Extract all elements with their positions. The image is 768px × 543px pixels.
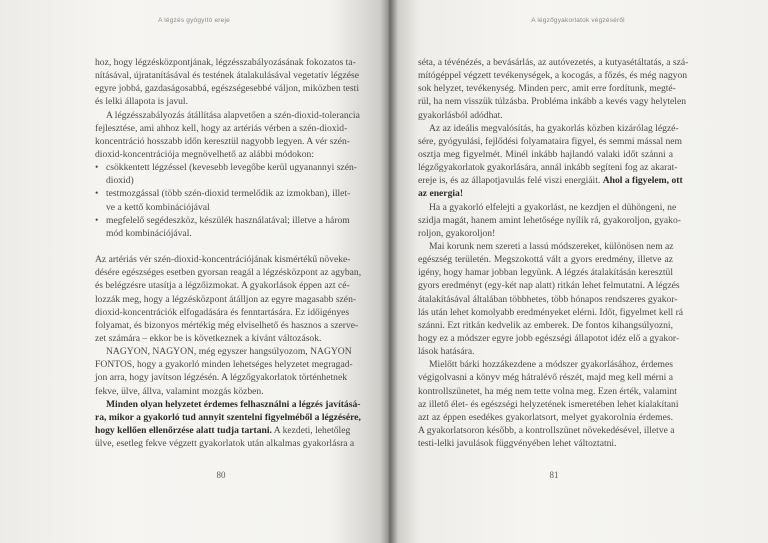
text-line: osztja meg figyelmét. Minél inkább hajlandó valaki időt szánni a xyxy=(418,148,673,160)
right-body-text xyxy=(418,56,689,450)
text-line: és lelki állapota is javul. xyxy=(95,96,188,108)
text-line: kontrollszünetet, ha még nem tette volna meg. Ezen érték, valamint xyxy=(418,385,677,397)
text-line: ra, mikor a gyakorló tud annyit szentelni figyelméből a légzésére, xyxy=(95,411,361,423)
bullet-marker: • xyxy=(95,188,99,200)
bold-phrase: hogy kellően ellenőrzése alatt tudja tartani. xyxy=(95,424,272,436)
text-line: sére, gyógyulási, fejlődési folyamataira figyel, és semmi mással nem xyxy=(418,135,683,147)
text-line: dioxid-koncentrációja megnövelhető az alábbi módokon: xyxy=(95,148,314,160)
text-line: Ha a gyakorló elfelejti a gyakorlást, ne kezdjen el dühöngeni, ne xyxy=(429,201,677,213)
text-line: séta, a tévénézés, a bevásárlás, az autóvezetés, a kutyasétáltatás, a szá- xyxy=(418,57,689,68)
text-line: szánni. Ezt ritkán kedvelik az emberek. De fontos kihangsúlyozni, xyxy=(418,319,673,331)
text-line: sok helyzet, tevékenység. Minden perc, amit erre fordítunk, megté- xyxy=(418,83,676,95)
text-line: légzőgyakorlatok gyakorlására, annál inkább segíteni fog az akarat- xyxy=(418,162,678,174)
text-line: nításával, újratanításával és testének átalakulásával vegetatív légzése xyxy=(95,70,359,82)
page-number-right: 81 xyxy=(549,470,559,480)
text-line: rül, ha nem visszük túlzásba. Probléma inkább a kevés vagy helytelen xyxy=(418,96,687,108)
book-gutter xyxy=(380,0,398,543)
text-line: jon arra, hogy javítson légzésén. A légzőgyakorlatok történhetnek xyxy=(95,372,347,384)
running-head-left: A légzés gyógyító ereje xyxy=(158,17,230,24)
text-line: az illető élet- és egészségi helyzetének ismeretében lehet kialakítani xyxy=(418,398,679,410)
bullet-text: testmozgással (több szén-dioxid termelődik az izmokban), illet- xyxy=(106,188,351,200)
text-line: hoz, hogy légzésközpontjának, légzésszabályozásának fokozatos ta- xyxy=(95,57,356,68)
text-line: Minden olyan helyzetet érdemes felhasználni a légzés javításá- xyxy=(106,398,361,410)
text-line: lás után lehet komolyabb eredményeket elérni. Időt, figyelmet kell rá xyxy=(418,306,684,318)
text-line: fejlesztése, ami ahhoz kell, hogy az artériás vérben a szén-dioxid- xyxy=(95,122,348,134)
text-line xyxy=(95,187,351,200)
text-line: désére egészséges esetben gyorsan reagál a légzésközpont az agyban, xyxy=(95,267,362,279)
text-line: dioxid-koncentrációk elfogadására és fenntartására. Ez időigényes xyxy=(95,306,350,318)
text-line: fekve, ülve, állva, valamint mozgás közben. xyxy=(95,385,264,397)
text-line: ülve, esetleg fekve végzett gyakorlatok után alkalmas gyakorlásra a xyxy=(95,438,355,450)
bullet-marker: • xyxy=(95,162,99,174)
text-line: testi-lelki javulások függvényében lehet változtatni. xyxy=(418,438,617,450)
bullet-text: csökkentett légzéssel (kevesebb levegőbe kerül ugyanannyi szén- xyxy=(106,162,357,174)
text-line: A légzésszabályozás átállítása alapvetően a szén-dioxid-tolerancia xyxy=(106,109,360,121)
text-line: zet számára – ekkor be is következnek a kívánt változások. xyxy=(95,332,322,344)
text-line: végigolvasni a könyv még hátralévő részét, majd meg kell mérni a xyxy=(418,372,673,384)
text-line: szidja magát, hanem amint lehetősége nyílik rá, gyakoroljon, gyako- xyxy=(418,214,681,226)
text-line: ve a kettő kombinációjával xyxy=(106,201,210,213)
text-line: folyamat, és bizonyos mértékig még elviselhető és hasznos a szerve- xyxy=(95,319,359,331)
text-line xyxy=(95,161,357,174)
paragraph-gap xyxy=(95,240,347,253)
plain-phrase: A kezdeti, lehetőleg xyxy=(271,424,351,436)
bold-phrase: Ahol a figyelem, ott xyxy=(602,175,683,187)
text-line: roljon, gyakoroljon! xyxy=(418,227,496,239)
text-line: dioxid) xyxy=(106,175,134,187)
text-line: hogy ez a módszer egyre jobb egészségi állapotot idéz elő a gyakor- xyxy=(418,332,680,344)
text-line: egészség területén. Megszokottá vált a gyors eredmény, illetve az xyxy=(418,254,673,266)
text-line: FONTOS, hogy a gyakorló minden lehetséges helyzetet megragad- xyxy=(95,359,353,371)
text-line: és belégzésre utasítja a légzőizmokat. A gyakorlások éppen azt cé- xyxy=(95,280,350,292)
text-line: igény, hogy hamar jobban legyünk. A légzés átalakításán keresztül xyxy=(418,267,673,279)
text-line xyxy=(418,174,683,187)
text-line: Az az ideális megvalósítás, ha gyakorlás közben kizárólag légzé- xyxy=(429,122,679,134)
text-line: lások hatására. xyxy=(418,346,475,358)
text-line: A gyakorlatsoron később, a kontrollszünet növekedésével, illetve a xyxy=(418,424,675,436)
text-line: lozzák meg, hogy a légzésközpont átálljon az egyre magasabb szén- xyxy=(95,293,357,305)
text-line: gyakorlásból adódhat. xyxy=(418,109,503,121)
text-line: az energia! xyxy=(418,188,464,200)
plain-phrase: ereje is, és az állapotjavulás felé viszi energiáit. xyxy=(418,175,603,187)
text-line: NAGYON, NAGYON, még egyszer hangsúlyozom, NAGYON xyxy=(106,346,352,358)
right-page xyxy=(388,0,768,543)
left-body-text xyxy=(95,56,362,450)
text-line: Mai korunk nem szereti a lassú módszereket, különösen nem az xyxy=(429,240,674,252)
text-line: gyors eredményt (egy-két nap alatt) ritkán lehet felmutatni. A légzés xyxy=(418,280,680,292)
page-number-left: 80 xyxy=(216,470,226,480)
bullet-marker: • xyxy=(95,214,99,226)
text-line xyxy=(95,214,350,227)
text-line: mítógéppel végzett tevékenységek, a kocogás, a főzés, és még nagyon xyxy=(418,70,688,82)
running-head-right: A légzőgyakorlatok végzéséről xyxy=(531,17,625,24)
text-line: Mielőtt bárki hozzákezdene a módszer gyakorlásához, érdemes xyxy=(429,359,673,371)
text-line: átalakításával általában többhetes, több hónapos rendszeres gyakor- xyxy=(418,293,678,305)
text-line: koncentráció hosszabb időn keresztül nagyobb legyen. A vér szén- xyxy=(95,135,350,147)
text-line: azt az éppen esedékes gyakorlatsort, melyet gyakorolnia érdemes. xyxy=(418,411,673,423)
text-line: mód kombinációjával. xyxy=(106,227,192,239)
text-line: egyre jobbá, gazdaságosabbá, egészségesebbé váljon, miközben testi xyxy=(95,83,359,95)
bullet-text: megfelelő segédeszköz, készülék használatával; illetve a három xyxy=(106,214,350,226)
text-line: Az artériás vér szén-dioxid-koncentrációjának kismértékű növeke- xyxy=(95,254,351,266)
text-line xyxy=(95,424,351,437)
